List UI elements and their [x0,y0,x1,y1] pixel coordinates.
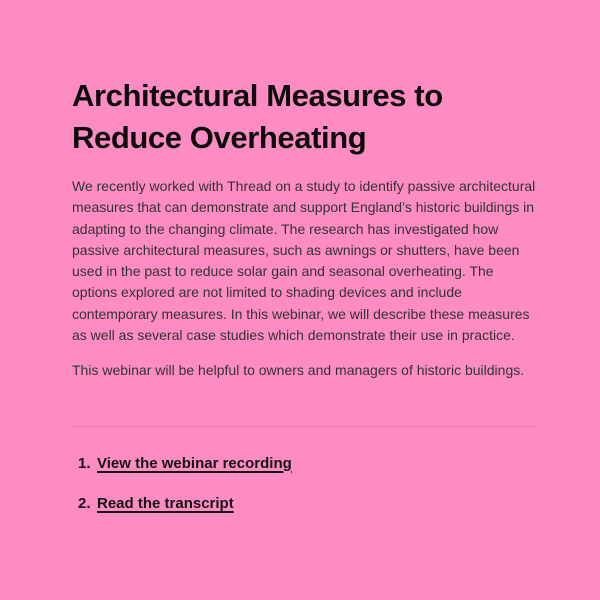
divider [72,426,537,427]
transcript-link[interactable]: Read the transcript [97,494,234,512]
list-item [78,455,537,475]
resource-link-list [72,455,537,515]
webinar-recording-link[interactable]: View the webinar recording [97,454,292,472]
list-item [78,495,537,515]
intro-paragraph: We recently worked with Thread on a study to identify passive architectural measures that can demonstrate and support England’s historic buildings in adapting to the changing climate. The research has investigated how passive architectural measures, such as awnings or shutters, have been used in the past to reduce solar gain and seasonal overheating. The options explored are not limited to shading devices and include contemporary measures. In this webinar, we will describe these measures as well as several case studies which demonstrate their use in practice. [72,178,536,344]
list-item-number: 1. [78,454,91,472]
audience-paragraph: This webinar will be helpful to owners and managers of historic buildings. [72,362,525,379]
page-title: Architectural Measures to Reduce Overheating [72,78,443,155]
list-item-number: 2. [78,494,91,512]
